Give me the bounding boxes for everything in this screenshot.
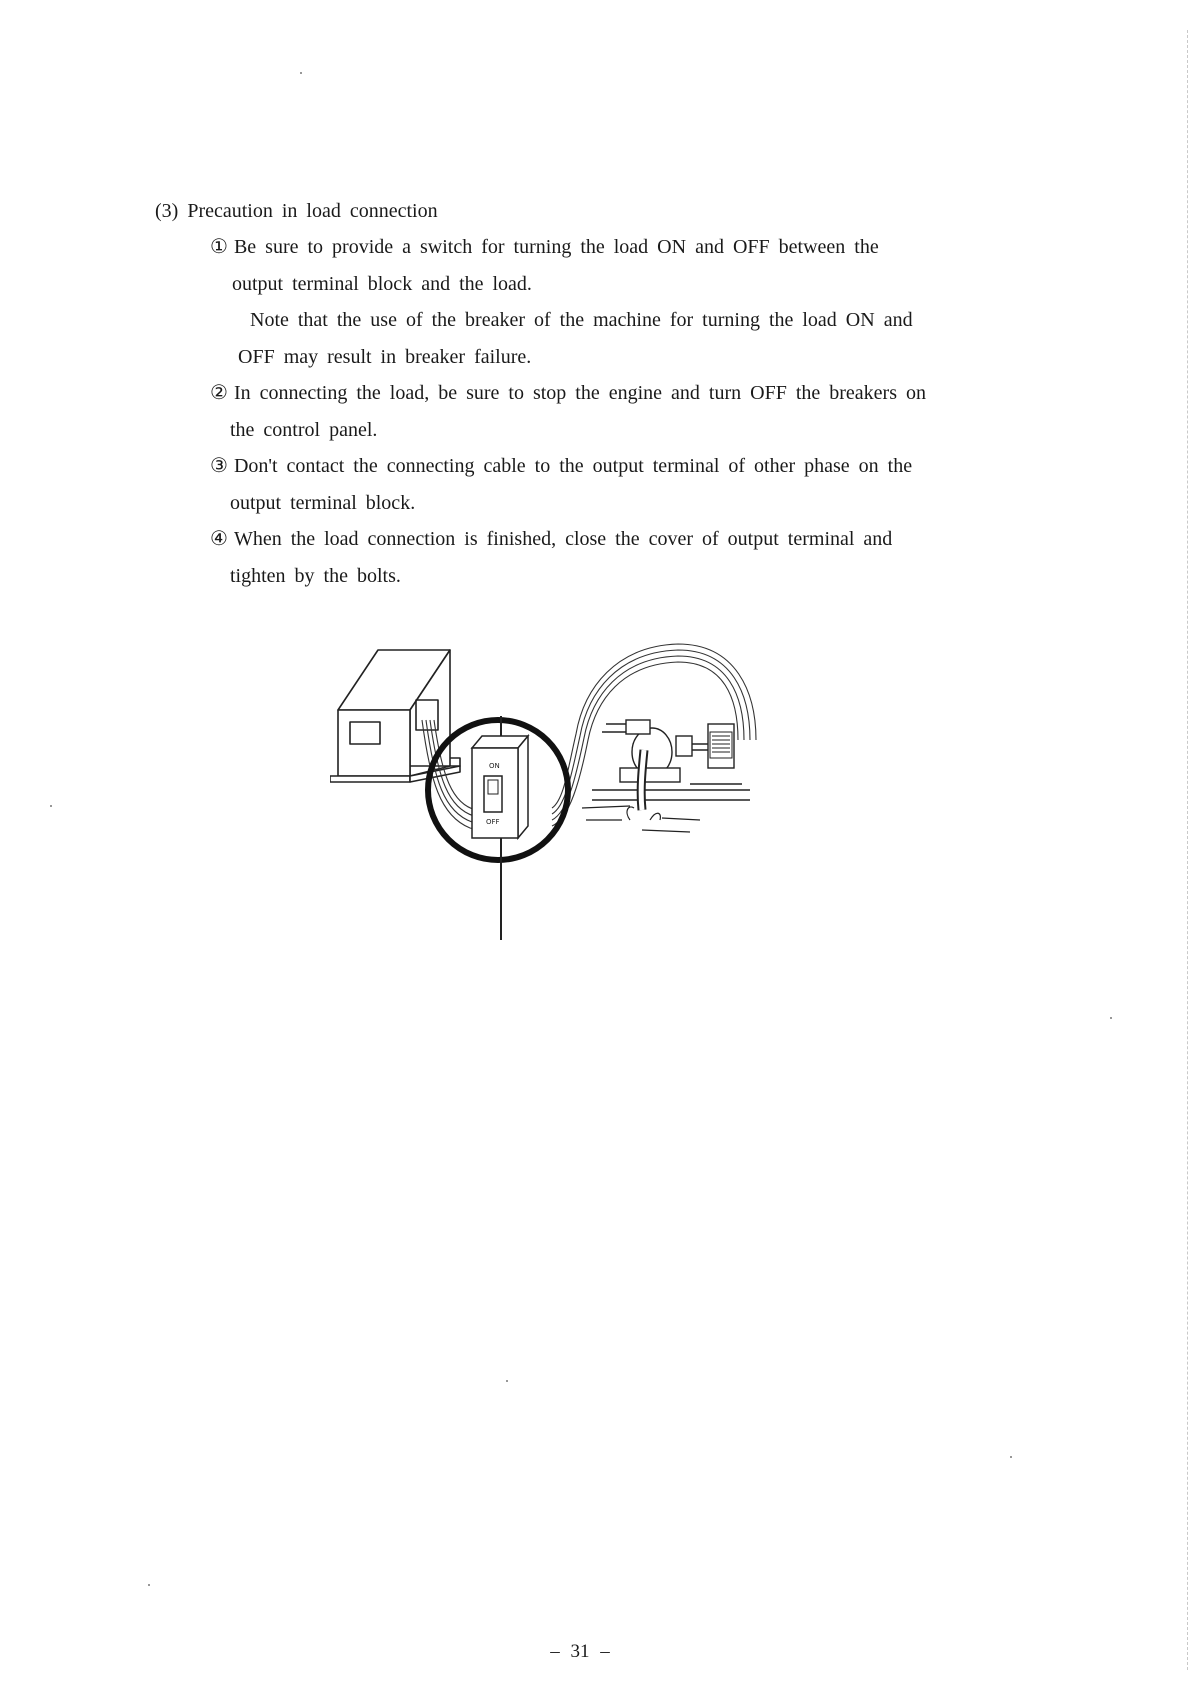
page-number: – 31 –	[550, 1641, 610, 1662]
item-1-note-line-1: Note that the use of the breaker of the machine for turning the load ON and	[250, 309, 913, 331]
item-2-text-1: In connecting the load, be sure to stop the engine and turn OFF the breakers on	[233, 382, 926, 404]
item-1-note-line-2: OFF may result in breaker failure.	[238, 346, 532, 368]
scan-speck	[148, 1584, 150, 1586]
item-1-marker: ①	[210, 236, 228, 258]
load-switch-illustration	[472, 736, 528, 838]
generator-panel-window	[350, 722, 380, 744]
item-4-line-2: tighten by the bolts.	[230, 565, 401, 587]
load-connection-illustration	[330, 640, 810, 940]
scan-speck	[1010, 1456, 1012, 1458]
scan-speck	[50, 805, 52, 807]
item-1-line-1	[210, 235, 879, 259]
item-4-text-1: When the load connection is finished, close the cover of output terminal and	[233, 528, 893, 550]
item-3-marker: ③	[210, 455, 228, 477]
item-1-line-2: output terminal block and the load.	[232, 273, 532, 295]
section-heading: (3) Precaution in load connection	[155, 200, 438, 222]
item-4-marker: ④	[210, 528, 228, 550]
item-3-line-2: output terminal block.	[230, 492, 416, 514]
item-4-line-1	[210, 527, 892, 551]
item-3-line-1	[210, 454, 912, 478]
scan-speck	[1110, 1017, 1112, 1019]
switch-off-label: OFF	[486, 818, 500, 826]
scan-speck	[300, 72, 302, 74]
switch-on-label: ON	[489, 762, 500, 770]
water-pump-illustration	[592, 720, 750, 810]
item-2-line-1	[210, 381, 926, 405]
item-3-text-1: Don't contact the connecting cable to the output terminal of other phase on the	[233, 455, 913, 477]
page-edge	[1187, 30, 1188, 1670]
item-1-text-1: Be sure to provide a switch for turning the load ON and OFF between the	[233, 236, 879, 258]
item-2-marker: ②	[210, 382, 228, 404]
item-2-line-2: the control panel.	[230, 419, 378, 441]
generator-illustration	[330, 650, 460, 782]
scan-speck	[506, 1380, 508, 1382]
